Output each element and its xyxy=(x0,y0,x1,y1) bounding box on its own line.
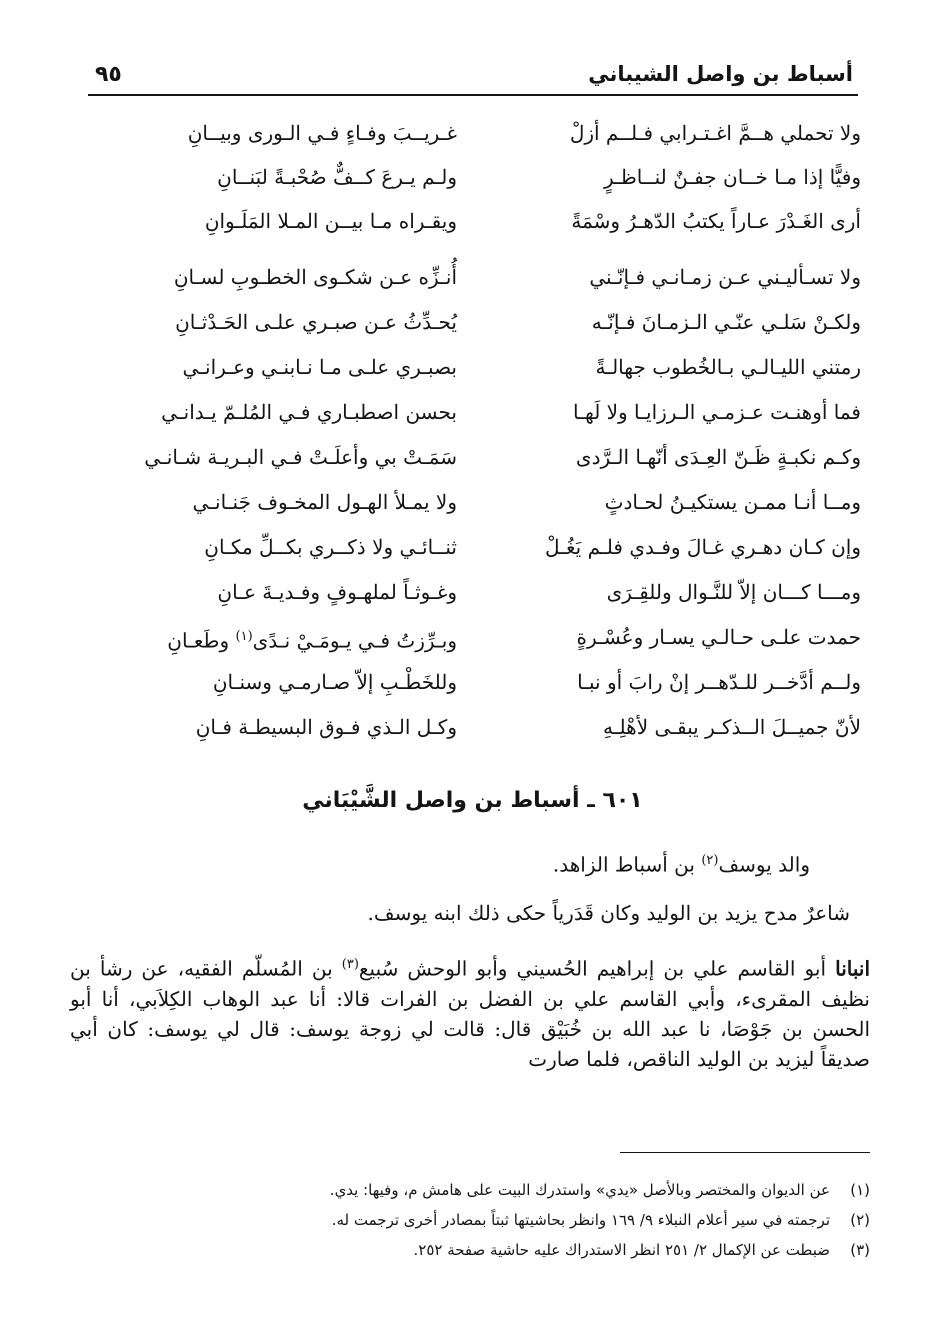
para1-start: والد يوسف xyxy=(718,852,810,877)
verse-5-left: يُحـدِّثُ عـن صبـري علـى الحَـدْثـانِ xyxy=(175,310,457,334)
footnote-ref-2[interactable]: (٢) xyxy=(701,853,719,868)
biography-paragraph-3 xyxy=(70,950,870,1074)
verse-2-left: ولـم يـرعَ كــفٌّ صُحْبـةً لبَنــانِ xyxy=(217,165,457,189)
footnote-ref-3[interactable]: (٣) xyxy=(341,957,359,972)
para1-end: بن أسباط الزاهد. xyxy=(552,852,702,877)
running-header-title: أسباط بن واصل الشيباني xyxy=(588,62,853,86)
footnote-text: عن الديوان والمختصر وبالأصل «يدي» واستدرك البيت على هامش م، وفيها: يدي. xyxy=(329,1181,830,1199)
footnote-divider xyxy=(620,1152,870,1153)
verse-11-left: وغـوثـاً لملهـوفٍ وفـديـةَ عـانِ xyxy=(217,580,457,604)
verse-10-right: وإن كـان دهـري غـالَ وفـدي فلـم يَغُـلْ xyxy=(545,535,861,559)
para3-rest: بن المُسلّم الفقيه، عن رشأ بن نظيف المقرىء، وأبي القاسم علي بن الفضل بن الفرات قالا: أنا عبد الوهاب الكِلاَبي، أنا أبو الحسن بن جَوْصَا، نا عبد الله بن خُبَيْق قال: قالت لي زوجة يوسف: قال لي يوسف: كان أبي صديقاً ليزيد بن الوليد الناقص، فلما صارت xyxy=(70,956,870,1071)
verse-14-right: لأنّ جميــلَ الــذكـر يبقـى لأهْلِـهِ xyxy=(602,715,861,739)
poem xyxy=(85,118,875,738)
verse-3-left: ويقـراه مـا بيــن المـلا المَلَـوانِ xyxy=(204,209,457,233)
footnote-text: ضبطت عن الإكمال ٢/ ٢٥١ انظر الاستدراك عليه حاشية صفحة ٢٥٢. xyxy=(413,1241,830,1259)
verse-3-right: أرى الغَـدْرَ عـاراً يكتبُ الدّهـرُ وسْمَةً xyxy=(571,209,861,233)
biography-paragraph-2 xyxy=(70,898,850,928)
verse-9-left: ولا يمـلأ الهـول المخـوف جَنـانـي xyxy=(192,490,457,514)
para2-text: شاعرٌ مدح يزيد بن الوليد وكان قَدَرياً حكى ذلك ابنه يوسف. xyxy=(367,901,850,925)
verse-4-left: أُنـزِّه عـن شكـوى الخطـوبِ لسـانِ xyxy=(173,265,457,289)
para3-start: أبو القاسم علي بن إبراهيم الحُسيني وأبو الوحش سُبيع xyxy=(358,956,836,981)
footnotes xyxy=(70,1178,870,1268)
verse-4-right: ولا تسـأليـني عـن زمـانـي فـإنّـني xyxy=(589,265,861,289)
verse-12-left-end: وطَعـانِ xyxy=(167,628,236,653)
verse-9-right: ومــا أنـا ممـن يستكيـنُ لحـادثٍ xyxy=(604,490,861,514)
page-number: ٩٥ xyxy=(95,62,122,87)
footnote-number: (١) xyxy=(850,1181,870,1199)
verse-7-left: بحسن اصطبـاري فـي المُلـمّ يـدانـي xyxy=(161,400,457,424)
verse-11-right: ومـــا كـــان إلاّ للنَّـوال وللقِـرَى xyxy=(606,580,861,604)
footnote-3 xyxy=(70,1238,870,1268)
footnote-ref-1[interactable]: (١) xyxy=(235,629,253,644)
para3-lead: انبانا xyxy=(835,956,871,981)
entry-title: ٦٠١ ـ أسباط بن واصل الشَّيْبَاني xyxy=(302,788,643,813)
verse-2-right: وفيًّا إذا مـا خــان جفـنٌ لنــاظـرٍ xyxy=(603,165,861,189)
verse-10-left: ثنــائـي ولا ذكــري بكــلِّ مكـانِ xyxy=(204,535,457,559)
verse-8-left: سَمَـتْ بي وأعلَـتْ فـي البـريـة شـانـي xyxy=(144,445,457,469)
header-rule xyxy=(88,94,858,96)
verse-7-right: فما أوهنـت عـزمـي الـرزايـا ولا لَهـا xyxy=(573,400,861,424)
verse-1-left: غـريــبَ وفـاءٍ فـي الـورى وبيــانِ xyxy=(187,121,457,145)
verse-6-right: رمتني الليـالـي بـالخُطوب جهالـةً xyxy=(595,355,861,379)
verse-13-left: وللخَطْـبِ إلاّ صـارمـي وسنـانِ xyxy=(212,670,457,694)
verse-8-right: وكـم نكبـةٍ ظَـنّ العِـدَى أنّهـا الـرَّدى xyxy=(575,445,861,469)
footnote-2 xyxy=(70,1208,870,1238)
footnote-number: (٢) xyxy=(850,1211,870,1229)
footnote-text: ترجمته في سير أعلام النبلاء ٩/ ١٦٩ وانظر بحاشيتها ثبتاً بمصادر أخرى ترجمت له. xyxy=(331,1211,830,1229)
verse-13-right: ولــم أدَّخــر للـدّهــر إنْ رابَ أو نبـا xyxy=(577,670,861,694)
verse-12-left xyxy=(107,622,457,656)
verse-12-left-start: وبـرِّزتُ فـي يـومَـيْ نـدًى xyxy=(252,628,457,653)
verse-14-left: وكـل الـذي فـوق البسيطـة فـانِ xyxy=(195,715,457,739)
verse-1-right: ولا تحملي هــمَّ اغـتـرابي فـلــم أزلْ xyxy=(569,121,861,145)
verse-6-left: بصبـري علـى مـا نـابنـي وعـرانـي xyxy=(182,355,457,379)
biography-paragraph-1 xyxy=(70,846,810,880)
verse-5-right: ولكـنْ سَلـي عنّـي الـزمـانَ فـإنّـه xyxy=(591,310,861,334)
footnote-1 xyxy=(70,1178,870,1208)
footnote-number: (٣) xyxy=(850,1241,870,1259)
verse-12-right: حمدت علـى حـالـي يسـار وعُسْـرةٍ xyxy=(576,625,861,649)
